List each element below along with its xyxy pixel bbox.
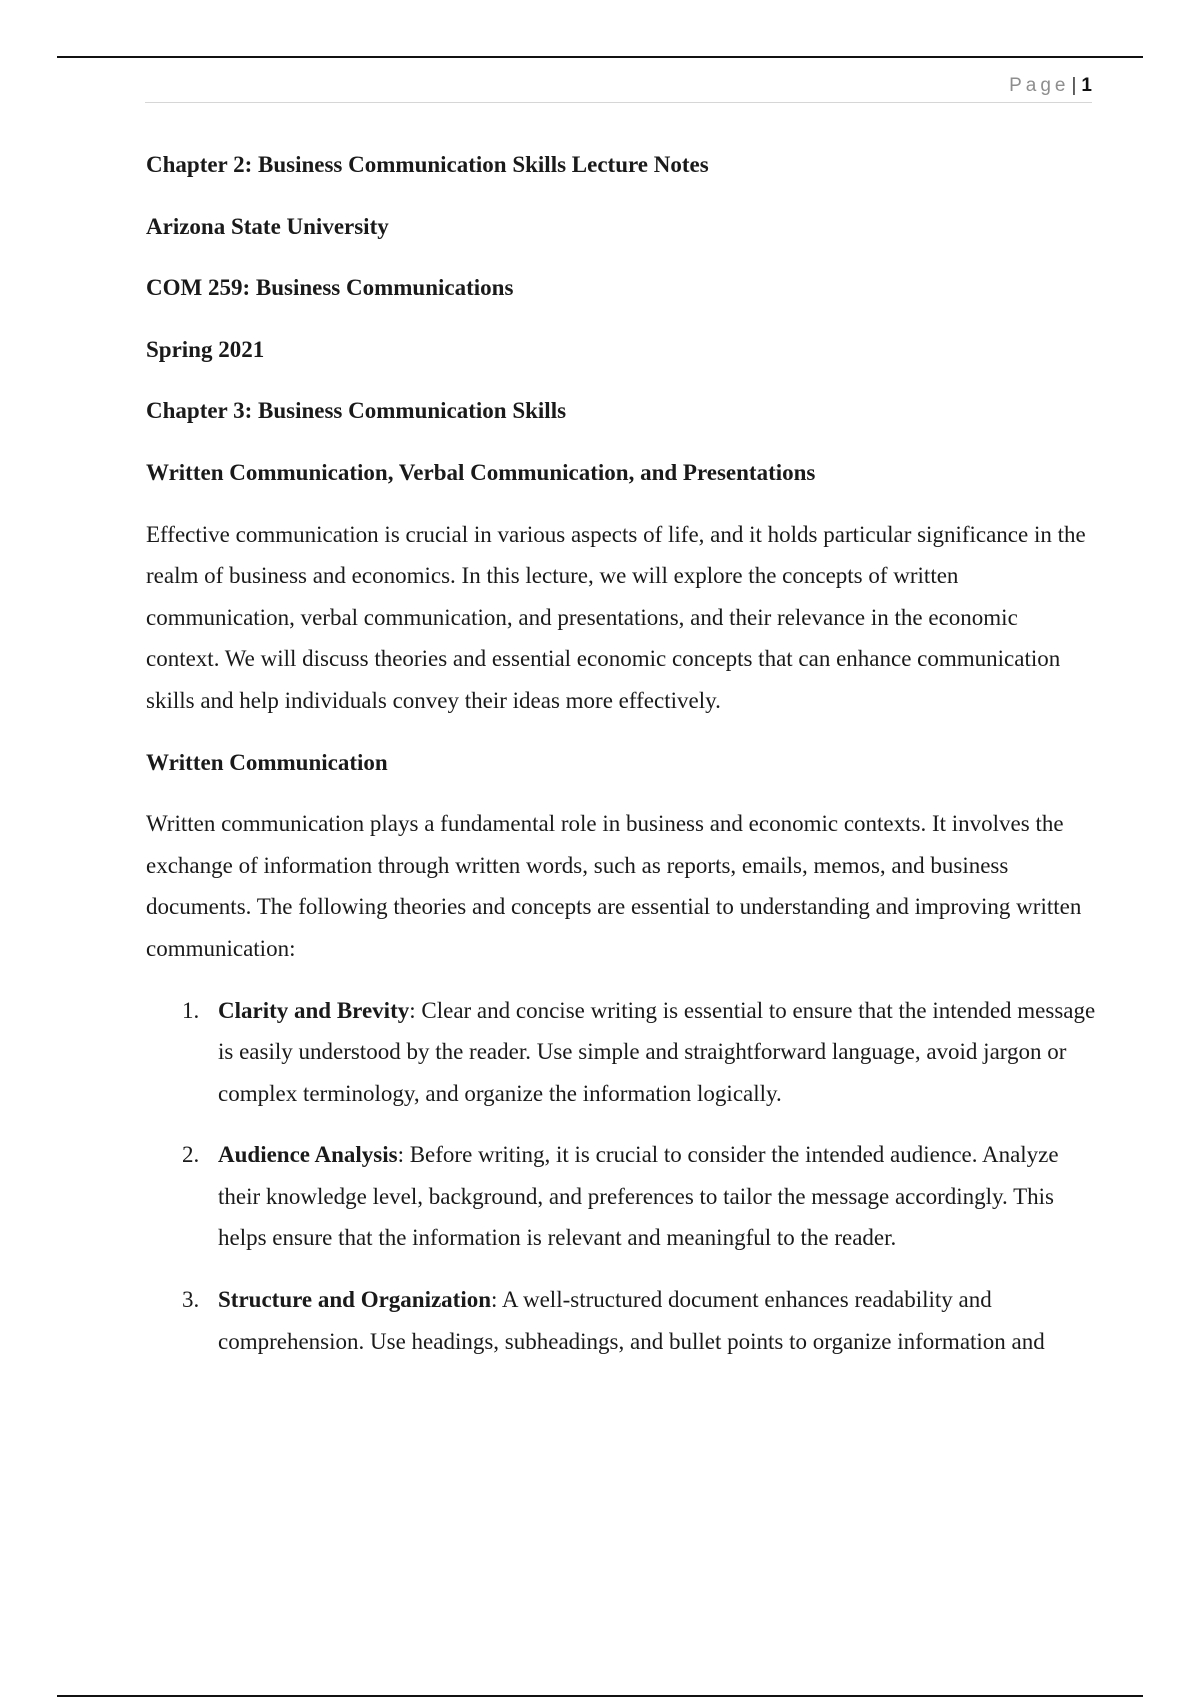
list-item-text: : Before writing, it is crucial to consider the intended audience. Analyze their knowledge level, background, and preferences to tailor the message accordingly. This helps ensure that the information is relevant and meaningful to the reader. xyxy=(218,1142,1059,1251)
document-body xyxy=(146,144,1096,1382)
page-separator: | xyxy=(1071,75,1077,96)
list-item-number: 2. xyxy=(182,1142,200,1168)
page-header xyxy=(145,70,1092,103)
section-heading: Written Communication xyxy=(146,749,388,775)
list-item-term: Structure and Organization xyxy=(218,1287,492,1313)
bottom-rule xyxy=(57,1695,1143,1697)
university-name: Arizona State University xyxy=(146,213,389,239)
list-item-term: Audience Analysis xyxy=(218,1142,398,1168)
document-title: Chapter 2: Business Communication Skills Lecture Notes xyxy=(146,152,709,177)
term-label: Spring 2021 xyxy=(146,336,265,362)
page-number: 1 xyxy=(1081,75,1092,96)
section-paragraph: Written communication plays a fundamental role in business and economic contexts. It involves the exchange of information through written words, such as reports, emails, memos, and business documents. The following theories and concepts are essential to understanding and improving written communication: xyxy=(146,811,1082,961)
points-list xyxy=(146,990,1096,1363)
list-item-text: : Clear and concise writing is essential to ensure that the intended message is easily understood by the reader. Use simple and straightforward language, avoid jargon or complex terminology, and organize the information logically. xyxy=(218,997,1096,1106)
list-item-number: 3. xyxy=(182,1287,200,1313)
list-item-text: : A well-structured document enhances readability and comprehension. Use headings, subheadings, and bullet points to organize information and xyxy=(218,1287,1045,1354)
intro-paragraph: Effective communication is crucial in various aspects of life, and it holds particular significance in the realm of business and economics. In this lecture, we will explore the concepts of written communication, verbal communication, and presentations, and their relevance in the economic context. We will discuss theories and essential economic concepts that can enhance communication skills and help individuals convey their ideas more effectively. xyxy=(146,521,1086,713)
top-rule xyxy=(57,56,1143,58)
course-name: COM 259: Business Communications xyxy=(146,275,514,301)
chapter-heading: Chapter 3: Business Communication Skills xyxy=(146,398,567,424)
list-item-number: 1. xyxy=(182,997,200,1023)
page-label: Page xyxy=(1009,75,1070,96)
list-item xyxy=(146,990,1096,1115)
topic-heading: Written Communication, Verbal Communication, and Presentations xyxy=(146,459,816,485)
list-item-term: Clarity and Brevity xyxy=(218,997,410,1023)
list-item xyxy=(146,1134,1096,1259)
list-item xyxy=(146,1279,1096,1362)
